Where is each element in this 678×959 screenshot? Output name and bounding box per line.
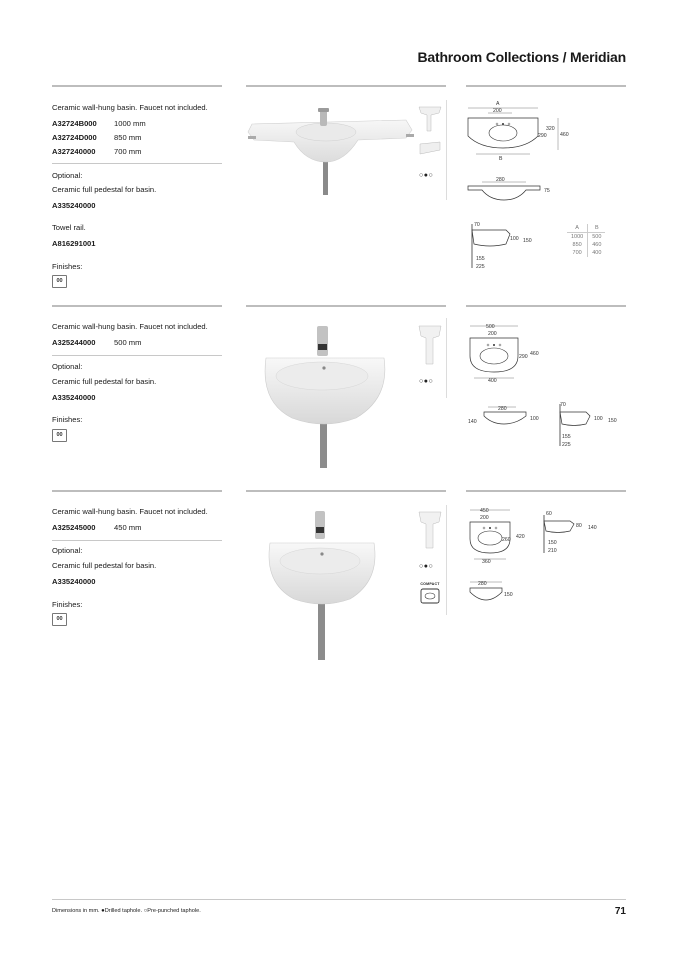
dim-label: 75 [544,188,550,194]
model-size: 450 mm [114,523,142,532]
dim-label: 150 [608,418,617,424]
footer-divider [52,899,626,900]
dim-label: 225 [562,442,571,448]
section-3-divider-mid [246,490,446,492]
model-size: 500 mm [114,338,142,347]
dim-label: B [499,156,503,162]
thumbnail-column-3-divider [446,505,447,615]
pedestal-desc: Ceramic full pedestal for basin. [52,561,157,570]
dim-label: 210 [548,548,557,554]
dim-label: 200 [480,515,489,521]
compact-icon [418,586,442,606]
dim-label: 70 [560,402,566,408]
dim-label: 260 [502,537,511,543]
pedestal-desc: Ceramic full pedestal for basin. [52,377,157,386]
dim-label: 150 [523,238,532,244]
page-title: Bathroom Collections / Meridian [417,49,626,65]
table-cell: 1000 [571,234,584,240]
technical-drawing-top-view [466,507,538,565]
section-2-sub-divider [52,355,222,356]
model-row [52,147,141,157]
compact-label: COMPACT [420,582,440,586]
filled-dot-icon: ● [101,908,105,914]
finishes-label: Finishes: [52,600,83,609]
dim-label: 290 [519,354,528,360]
finish-swatch: 00 [52,429,67,442]
pedestal-desc: Ceramic full pedestal for basin. [52,185,157,194]
table-cell: 850 [572,242,582,248]
dim-label: 360 [482,559,491,565]
product-image-round-basin-450 [260,505,390,665]
model-row [52,133,141,143]
dimension-table [567,224,605,257]
dim-label: 100 [530,416,539,422]
dim-label: 155 [476,256,485,262]
dim-label: 320 [546,126,555,132]
technical-drawing-front-view [466,176,576,206]
section-1-divider-left [52,85,222,87]
finish-swatch: 00 [52,613,67,626]
technical-drawing-side-view [466,220,556,272]
pedestal-thumbnail [417,322,443,373]
dim-label: 100 [594,416,603,422]
optional-label: Optional: [52,171,83,180]
finishes-label: Finishes: [52,262,83,271]
dim-label: 460 [530,351,539,357]
optional-label: Optional: [52,362,83,371]
technical-drawing-top-view [466,322,556,384]
pedestal-code: A335240000 [52,201,96,210]
model-row [52,338,141,348]
pedestal-code: A335240000 [52,393,96,402]
section-3-sub-divider [52,540,222,541]
model-code: A327240000 [52,147,96,156]
product-image-wide-basin [246,100,416,200]
dim-label: 500 [486,324,495,330]
table-row [567,233,605,241]
footer-note-prepunched: Pre-punched taphole. [147,908,201,914]
dim-label: 140 [588,525,597,531]
dim-label: A [496,101,500,107]
model-size: 1000 mm [114,119,146,128]
dim-label: 450 [480,508,489,514]
taphole-marks: ○●○ [419,172,434,179]
section-1-divider-mid [246,85,446,87]
towel-rail-thumbnail [417,138,443,163]
dim-label: 150 [504,592,513,598]
pedestal-thumbnail [417,103,443,138]
finish-swatch: 00 [52,275,67,288]
dim-label: 150 [548,540,557,546]
model-row [52,119,146,129]
section-3-divider-right [466,490,626,492]
dim-label: 290 [538,133,547,139]
dim-label: 400 [488,378,497,384]
page-number: 71 [614,906,626,917]
dim-label: 420 [516,534,525,540]
rail-code: A816291001 [52,239,96,248]
table-header: B [587,224,605,233]
technical-drawing-front-view [466,578,526,604]
dim-label: 200 [493,108,502,114]
section-2-description: Ceramic wall-hung basin. Faucet not included. [52,322,208,331]
dim-label: 280 [496,177,505,183]
model-row [52,523,141,533]
compact-badge [418,582,442,608]
rail-desc: Towel rail. [52,223,86,232]
model-code: A325244000 [52,338,96,347]
model-code: A32724D000 [52,133,97,142]
footer-note-drilled: Drilled taphole. [104,908,143,914]
thumbnail-column-1-divider [446,100,447,200]
section-1-sub-divider [52,163,222,164]
dim-label: 200 [488,331,497,337]
model-size: 850 mm [114,133,142,142]
table-row [567,249,605,257]
thumbnail-column-2-divider [446,318,447,398]
model-code: A325245000 [52,523,96,532]
pedestal-code: A335240000 [52,577,96,586]
dim-label: 225 [476,264,485,270]
table-cell: 500 [587,233,605,241]
pedestal-thumbnail [417,508,443,557]
technical-drawing-top-view [466,100,576,165]
dim-label: 155 [562,434,571,440]
section-3-description: Ceramic wall-hung basin. Faucet not included. [52,507,208,516]
technical-drawing-side-view [540,507,610,557]
dim-label: 140 [468,419,477,425]
model-size: 700 mm [114,147,142,156]
section-1-description: Ceramic wall-hung basin. Faucet not included. [52,103,208,112]
optional-label: Optional: [52,546,83,555]
technical-drawing-front-view [466,402,548,432]
table-cell: 400 [587,249,605,257]
technical-drawing-side-view [556,400,626,450]
table-cell: 700 [572,250,582,256]
dim-label: 60 [546,511,552,517]
section-2-divider-right [466,305,626,307]
model-code: A32724B000 [52,119,97,128]
section-2-divider-left [52,305,222,307]
dim-label: 100 [510,236,519,242]
taphole-marks: ○●○ [419,563,434,570]
section-1-divider-right [466,85,626,87]
section-2-divider-mid [246,305,446,307]
dim-label: 70 [474,222,480,228]
product-image-round-basin-500 [256,318,406,473]
dim-label: 280 [478,581,487,587]
taphole-marks: ○●○ [419,378,434,385]
footer-note [52,908,201,914]
table-header-row [567,224,605,233]
dim-label: 460 [560,132,569,138]
empty-dot-icon: ○ [143,908,148,914]
dim-label: 280 [498,406,507,412]
table-cell: 460 [587,241,605,249]
footer-note-dimensions: Dimensions in mm. [52,908,100,914]
finishes-label: Finishes: [52,415,83,424]
dim-label: 80 [576,523,582,529]
table-header: A [567,224,587,233]
table-row [567,241,605,249]
section-3-divider-left [52,490,222,492]
